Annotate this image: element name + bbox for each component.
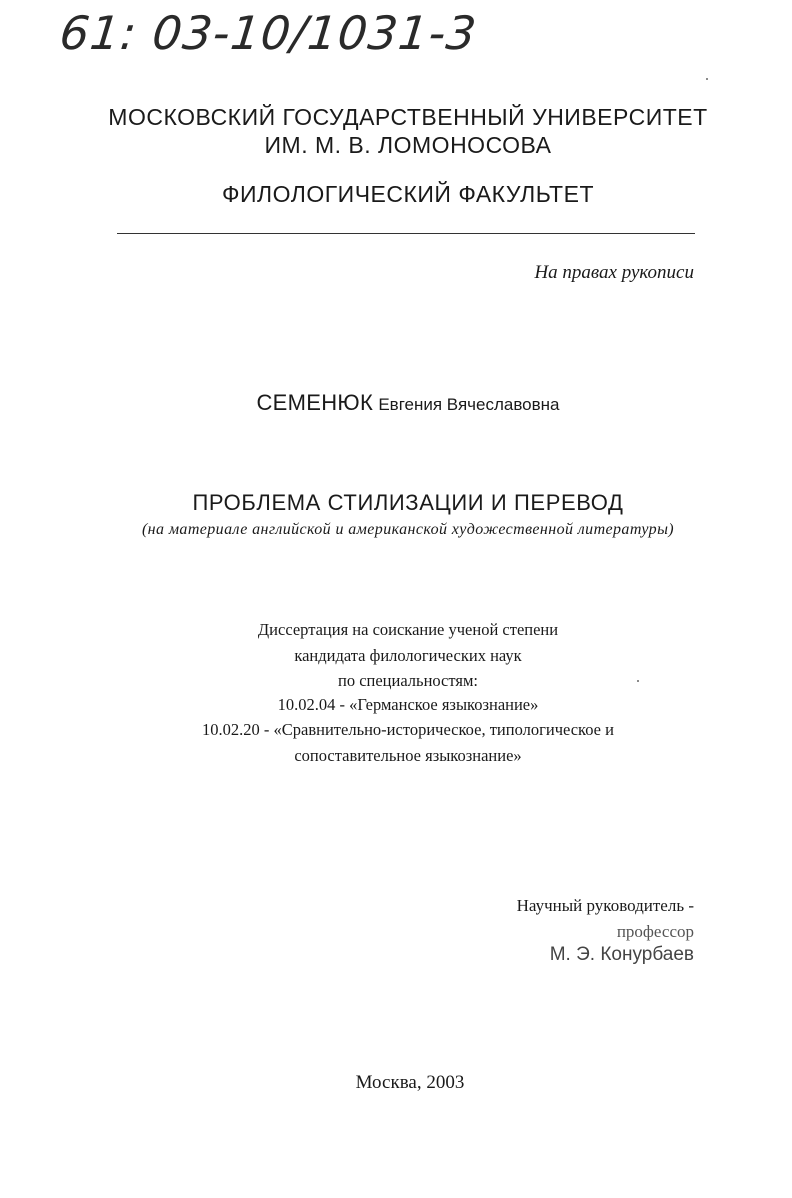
rights-note: На правах рукописи [534, 262, 694, 283]
author-name [0, 390, 792, 416]
university-name-line2: ИМ. М. В. ЛОМОНОСОВА [264, 132, 552, 158]
header-divider [117, 233, 695, 234]
supervisor-name: М. Э. Конурбаев [549, 944, 694, 965]
specialty-germanic: 10.02.04 - «Германское языкознание» [277, 695, 539, 714]
faculty-name: ФИЛОЛОГИЧЕСКИЙ ФАКУЛЬТЕТ [222, 181, 594, 207]
degree-line1: Диссертация на соискание ученой степени [257, 620, 559, 639]
specialties-heading: по специальностям: [338, 671, 478, 690]
scan-speck [637, 680, 639, 682]
specialty-comparative-line2: сопоставительное языкознание» [294, 746, 522, 765]
place-and-year: Москва, 2003 [355, 1072, 465, 1093]
degree-line2: кандидата филологических наук [294, 646, 522, 665]
scan-speck [706, 78, 708, 80]
dissertation-title: ПРОБЛЕМА СТИЛИЗАЦИИ И ПЕРЕВОД [192, 490, 624, 515]
supervisor-rank: профессор [616, 922, 694, 941]
dissertation-subtitle: (на материале английской и американской художественной литературы) [141, 521, 675, 538]
author-given-names: Евгения Вячеславовна [378, 395, 560, 414]
author-surname: СЕМЕНЮК [256, 390, 374, 415]
archive-mark: 61: 03-10/1031-3 [57, 6, 480, 60]
specialty-comparative-line1: 10.02.20 - «Сравнительно-историческое, типологическое и [202, 720, 614, 739]
supervisor-role: Научный руководитель - [516, 896, 694, 915]
university-name-line1: МОСКОВСКИЙ ГОСУДАРСТВЕННЫЙ УНИВЕРСИТЕТ [108, 104, 708, 130]
